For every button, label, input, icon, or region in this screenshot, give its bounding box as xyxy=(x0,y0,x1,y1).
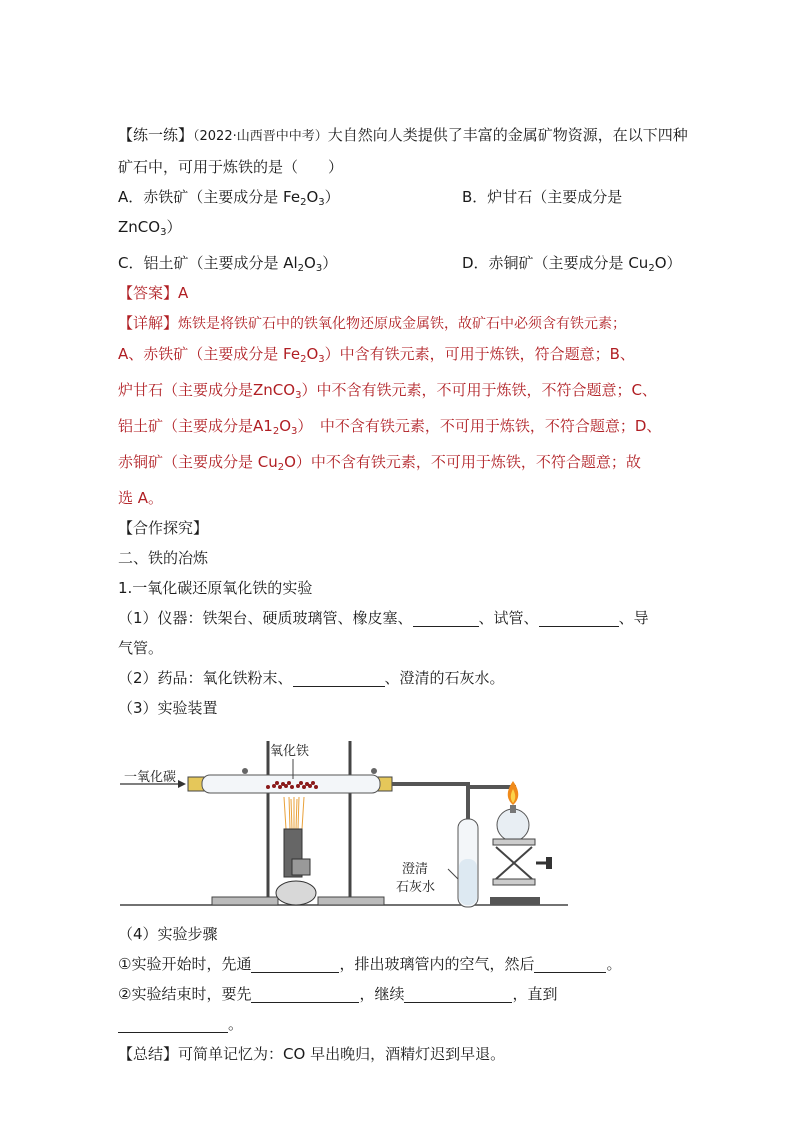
o: O xyxy=(279,417,291,435)
section-heading: 二、铁的冶炼 xyxy=(118,549,209,567)
blank-field[interactable] xyxy=(534,954,606,973)
blank-field[interactable] xyxy=(404,984,512,1003)
drugs-text: 、澄清的石灰水。 xyxy=(384,669,505,687)
sub: 2 xyxy=(300,354,307,365)
coop-title: 【合作探究】 xyxy=(118,519,209,537)
blank-field[interactable] xyxy=(251,954,339,973)
detail-line6: 选 A。 xyxy=(118,489,164,507)
option-a-text: A．赤铁矿（主要成分是 Fe xyxy=(118,188,301,206)
option-a[interactable] xyxy=(118,188,340,206)
sub: 2 xyxy=(648,263,655,274)
option-row-ab xyxy=(118,182,688,212)
option-b-cont xyxy=(118,212,688,248)
detail-text: ）中含有铁元素，可用于炼铁，符合题意；B、 xyxy=(324,345,635,363)
drugs-line xyxy=(118,663,688,693)
detail-text: A、赤铁矿（主要成分是 Fe xyxy=(118,345,301,363)
instruments-line2: 气管。 xyxy=(118,639,164,657)
step-text: ，直到 xyxy=(512,985,558,1003)
sub: 2 xyxy=(277,462,285,473)
detail-text: ）中不含有铁元素，不可用于炼铁，不符合题意；C、 xyxy=(301,381,657,399)
question-stem-line2: 矿石中，可用于炼铁的是（ ） xyxy=(118,158,344,176)
step-text: ①实验开始时，先通 xyxy=(118,955,252,973)
sub: 3 xyxy=(318,197,325,208)
step-text: 。 xyxy=(228,1015,244,1033)
question-source: （2022·山西晋中中考） xyxy=(193,129,328,144)
instruments-text: 、试管、 xyxy=(478,609,539,627)
sub: 2 xyxy=(300,197,307,208)
paren: ） xyxy=(166,218,182,236)
step-2 xyxy=(118,979,688,1009)
step-text: 。 xyxy=(606,955,622,973)
sub: 2 xyxy=(297,263,305,274)
paren: ） xyxy=(666,254,682,272)
blank-field[interactable] xyxy=(118,1014,228,1033)
step-2-cont xyxy=(118,1009,688,1039)
detail-text: O）中不含有铁元素，不可用于炼铁，不符合题意；故 xyxy=(284,453,641,471)
answer-value: A xyxy=(178,284,189,302)
sub: 2 xyxy=(272,426,280,437)
detail-text: 赤铜矿（主要成分是 Cu xyxy=(118,453,278,471)
sub: 3 xyxy=(295,390,302,401)
detail-text: ） 中不含有铁元素，不可用于炼铁，不符合题意；D、 xyxy=(297,417,662,435)
detail-line1 xyxy=(118,308,688,339)
option-b[interactable]: B．炉甘石（主要成分是 xyxy=(462,188,623,206)
sub: 3 xyxy=(315,263,323,274)
instruments-text: 、导 xyxy=(618,609,649,627)
detail-text1: 炼铁是将铁矿石中的铁氧化物还原成金属铁，故矿石中必须含有铁元素； xyxy=(178,316,627,332)
sub: 3 xyxy=(318,354,325,365)
o: O xyxy=(306,345,319,363)
document-page xyxy=(118,120,688,1069)
summary-line xyxy=(118,1039,688,1069)
step-text: ，继续 xyxy=(359,985,405,1003)
option-c-text: C．铝土矿（主要成分是 Al xyxy=(118,254,298,272)
option-row-cd xyxy=(118,248,688,278)
device-heading: （3）实验装置 xyxy=(118,699,218,717)
instruments-text: （1）仪器：铁架台、硬质玻璃管、橡皮塞、 xyxy=(118,609,413,627)
sub: 3 xyxy=(291,426,298,437)
blank-field[interactable] xyxy=(539,608,619,627)
practice-stem xyxy=(118,120,688,152)
step-text: ，排出玻璃管内的空气，然后 xyxy=(339,955,535,973)
detail-line5 xyxy=(118,447,688,483)
detail-line4 xyxy=(118,411,688,447)
steps-heading: （4）实验步骤 xyxy=(118,925,218,943)
step-1 xyxy=(118,949,688,979)
detail-text: 炉甘石（主要成分是ZnCO xyxy=(118,381,296,399)
o: O xyxy=(654,254,667,272)
option-c[interactable] xyxy=(118,254,337,272)
paren: ） xyxy=(322,254,338,272)
experiment-title: 1.一氧化碳还原氧化铁的实验 xyxy=(118,579,313,597)
label-co: 一氧化碳 xyxy=(124,770,177,785)
paren: ） xyxy=(324,188,340,206)
option-d[interactable] xyxy=(462,248,682,284)
label-iron-oxide: 氧化铁 xyxy=(270,744,310,759)
drugs-text: （2）药品：氧化铁粉末、 xyxy=(118,669,293,687)
o: O xyxy=(306,188,319,206)
option-d-text: D．赤铜矿（主要成分是 Cu xyxy=(462,254,649,272)
o: O xyxy=(304,254,316,272)
blank-field[interactable] xyxy=(413,608,479,627)
blank-field[interactable] xyxy=(293,668,385,687)
question-stem-part1: 大自然向人类提供了丰富的金属矿物资源，在以下四种 xyxy=(327,126,688,144)
summary-label: 【总结】 xyxy=(118,1045,179,1063)
detail-line2 xyxy=(118,339,688,375)
step-text: ②实验结束时，要先 xyxy=(118,985,252,1003)
detail-text: 铝土矿（主要成分是A1 xyxy=(118,417,273,435)
summary-text: 可简单记忆为：CO 早出晚归，酒精灯迟到早退。 xyxy=(178,1045,506,1063)
practice-tag: 【练一练】 xyxy=(118,126,194,144)
experiment-diagram xyxy=(118,729,578,919)
sub: 3 xyxy=(160,227,167,238)
label-limewater-2: 石灰水 xyxy=(396,880,436,895)
blank-field[interactable] xyxy=(251,984,359,1003)
detail-line3 xyxy=(118,375,688,411)
answer-label: 【答案】 xyxy=(118,284,179,302)
option-b-formula: ZnCO xyxy=(118,218,161,236)
detail-label: 【详解】 xyxy=(118,314,179,332)
label-limewater-1: 澄清 xyxy=(402,862,429,877)
instruments-line xyxy=(118,603,688,633)
apparatus-drawing xyxy=(118,729,578,919)
